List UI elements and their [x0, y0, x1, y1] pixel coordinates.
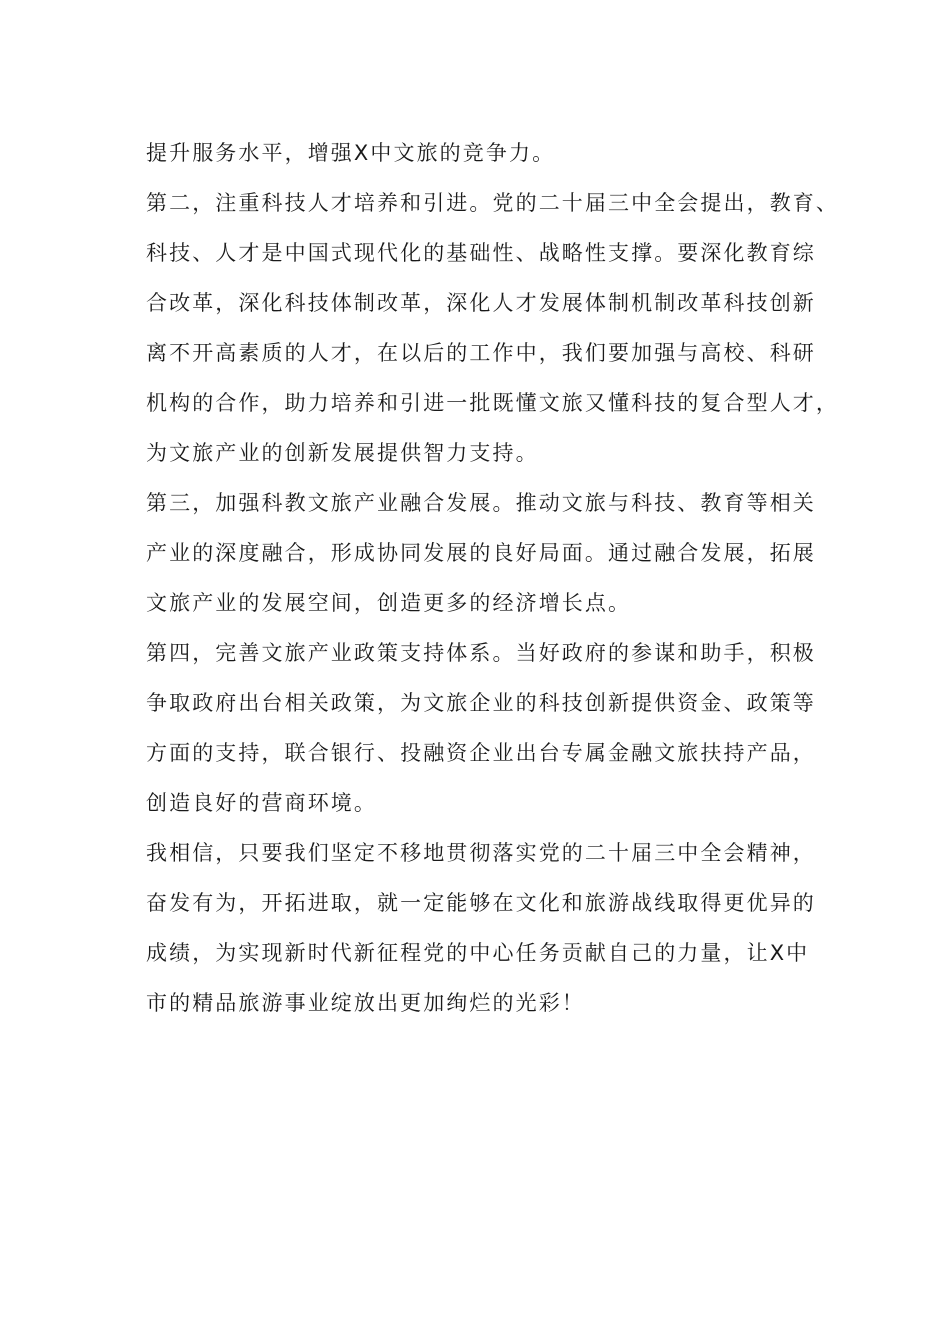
text-line: 产业的深度融合，形成协同发展的良好局面。通过融合发展，拓展 — [146, 541, 816, 565]
text-line: 第三，加强科教文旅产业融合发展。推动文旅与科技、教育等相关 — [146, 491, 816, 515]
text-line: 第二，注重科技人才培养和引进。党的二十届三中全会提出，教育、 — [146, 191, 839, 215]
text-line: 离不开高素质的人才，在以后的工作中，我们要加强与高校、科研 — [146, 341, 816, 365]
text-line: 成绩，为实现新时代新征程党的中心任务贡献自己的力量，让X中 — [146, 941, 810, 965]
text-line: 争取政府出台相关政策，为文旅企业的科技创新提供资金、政策等 — [146, 691, 816, 715]
text-line: 第四，完善文旅产业政策支持体系。当好政府的参谋和助手，积极 — [146, 641, 816, 665]
text-line: 文旅产业的发展空间，创造更多的经济增长点。 — [146, 591, 632, 615]
text-line: 奋发有为，开拓进取，就一定能够在文化和旅游战线取得更优异的 — [146, 891, 816, 915]
text-line: 市的精品旅游事业绽放出更加绚烂的光彩！ — [146, 991, 585, 1015]
text-line: 提升服务水平，增强X中文旅的竞争力。 — [146, 141, 556, 165]
document-body — [146, 128, 839, 1028]
text-line: 我相信，只要我们坚定不移地贯彻落实党的二十届三中全会精神， — [146, 841, 816, 865]
text-line: 为文旅产业的创新发展提供智力支持。 — [146, 441, 539, 465]
text-line: 机构的合作，助力培养和引进一批既懂文旅又懂科技的复合型人才， — [146, 391, 839, 415]
text-line: 合改革，深化科技体制改革，深化人才发展体制机制改革科技创新 — [146, 291, 816, 315]
text-line: 方面的支持，联合银行、投融资企业出台专属金融文旅扶持产品， — [146, 741, 816, 765]
text-line: 科技、人才是中国式现代化的基础性、战略性支撑。要深化教育综 — [146, 241, 816, 265]
text-line: 创造良好的营商环境。 — [146, 791, 377, 815]
